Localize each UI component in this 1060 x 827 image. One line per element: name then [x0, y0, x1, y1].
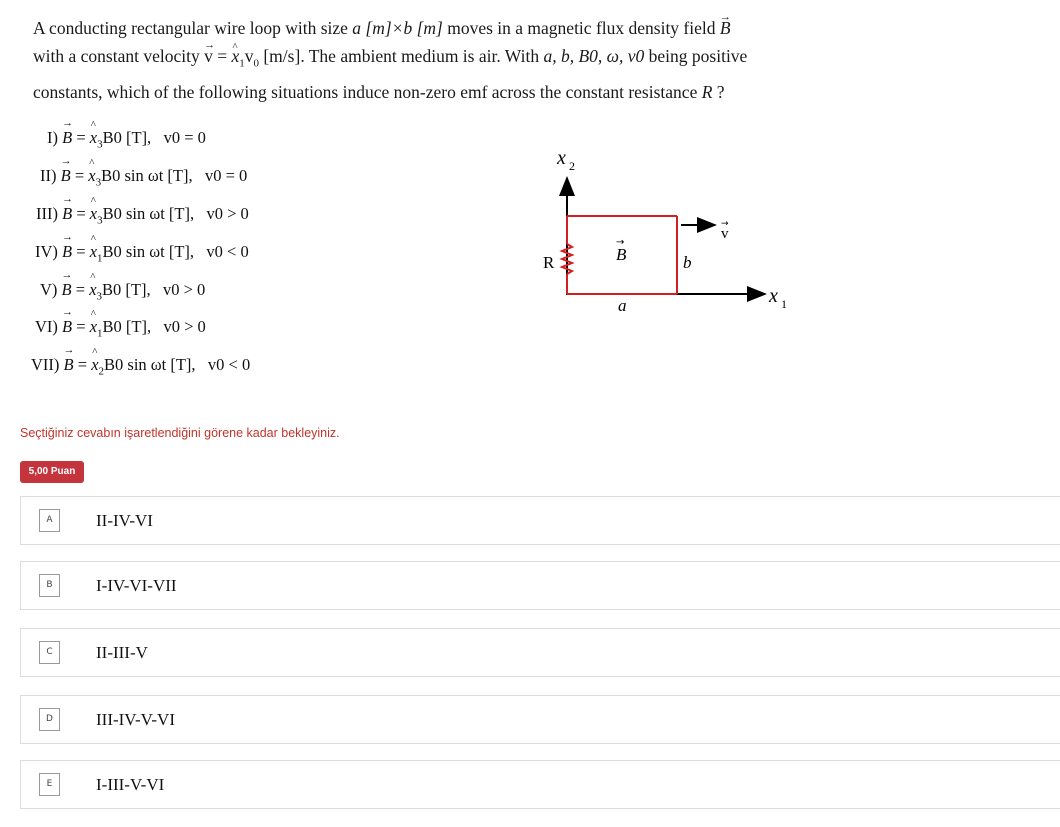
- option-a-text: II-IV-VI: [96, 511, 153, 530]
- option-a[interactable]: [20, 496, 1060, 545]
- question-line-2: with a constant velocity → v = ^ $x_1v_0$ [m/s]. The ambient medium is air. With a, b, B0, ω, v0 being positive: [33, 42, 813, 78]
- option-e[interactable]: [20, 760, 1060, 809]
- situation-1: I) → B = ^ $x_3B0$ [T], v0 = 0: [47, 128, 206, 150]
- option-b[interactable]: [20, 561, 1060, 610]
- velocity-vector-icon: →: [721, 219, 729, 229]
- option-d-letter[interactable]: D: [39, 708, 60, 731]
- option-c-text: II-III-V: [96, 643, 148, 662]
- situation-5: V) → B = ^ $x_3B0$ [T], v0 > 0: [40, 280, 205, 302]
- question-line-1: A conducting rectangular wire loop with size a [m]×b [m] moves in a magnetic flux density field → B: [33, 14, 813, 42]
- option-b-letter[interactable]: B: [39, 574, 60, 597]
- question-line-1b: moves in a magnetic flux density field: [447, 18, 716, 38]
- b-vector-arrow-icon: →: [616, 237, 625, 248]
- question-mark: ?: [716, 81, 725, 102]
- x2-sub: 2: [569, 159, 575, 173]
- b-field-label: B: [616, 245, 627, 264]
- question-line-3-text: constants, which of the following situations induce non-zero emf across the constant resistance: [33, 81, 698, 102]
- x1-label: x: [769, 285, 778, 307]
- option-b-text: I-IV-VI-VII: [96, 576, 177, 595]
- r-label: R: [543, 253, 555, 272]
- question-line-2a: with a constant velocity: [33, 46, 200, 66]
- question-line-2c: being positive: [648, 46, 748, 66]
- points-badge: 5,00 Puan: [20, 461, 84, 483]
- option-e-letter[interactable]: E: [39, 773, 60, 796]
- option-d[interactable]: [20, 695, 1060, 744]
- option-c[interactable]: [20, 628, 1060, 677]
- side-b-label: b: [683, 253, 692, 272]
- wait-warning: Seçtiğiniz cevabın işaretlendiğini görene kadar bekleyiniz.: [20, 426, 340, 440]
- velocity-unit: [m/s]: [263, 46, 301, 66]
- situation-6: VI) → B = ^ $x_1B0$ [T], v0 > 0: [35, 317, 206, 339]
- situation-2: II) → B = ^ $x_3B0$ sin ωt [T], v0 = 0: [40, 166, 247, 188]
- option-a-letter[interactable]: A: [39, 509, 60, 532]
- velocity-label: v: [721, 226, 729, 242]
- situation-3: III) → B = ^ $x_3B0$ sin ωt [T], v0 > 0: [36, 204, 249, 226]
- question-line-3: [33, 78, 813, 106]
- question-text: [33, 14, 813, 106]
- question-line-1a: A conducting rectangular wire loop with size: [33, 18, 348, 38]
- option-e-text: I-III-V-VI: [96, 775, 165, 794]
- question-line-2b: . The ambient medium is air. With: [300, 46, 540, 66]
- option-d-text: III-IV-V-VI: [96, 710, 175, 729]
- side-a-label: a: [618, 296, 627, 315]
- resistance-symbol: R: [701, 81, 713, 102]
- situation-7: VII) → B = ^ $x_2B0$ sin ωt [T], v0 < 0: [31, 355, 250, 377]
- constants-list: a, b, B0, ω, v0: [543, 46, 645, 66]
- loop-diagram: [520, 140, 810, 330]
- x1-sub: 1: [781, 297, 787, 311]
- option-c-letter[interactable]: C: [39, 641, 60, 664]
- x2-label: x: [557, 147, 566, 169]
- situation-4: IV) → B = ^ $x_1B0$ sin ωt [T], v0 < 0: [35, 242, 249, 264]
- loop-size-expr: a [m]×b [m]: [352, 18, 443, 38]
